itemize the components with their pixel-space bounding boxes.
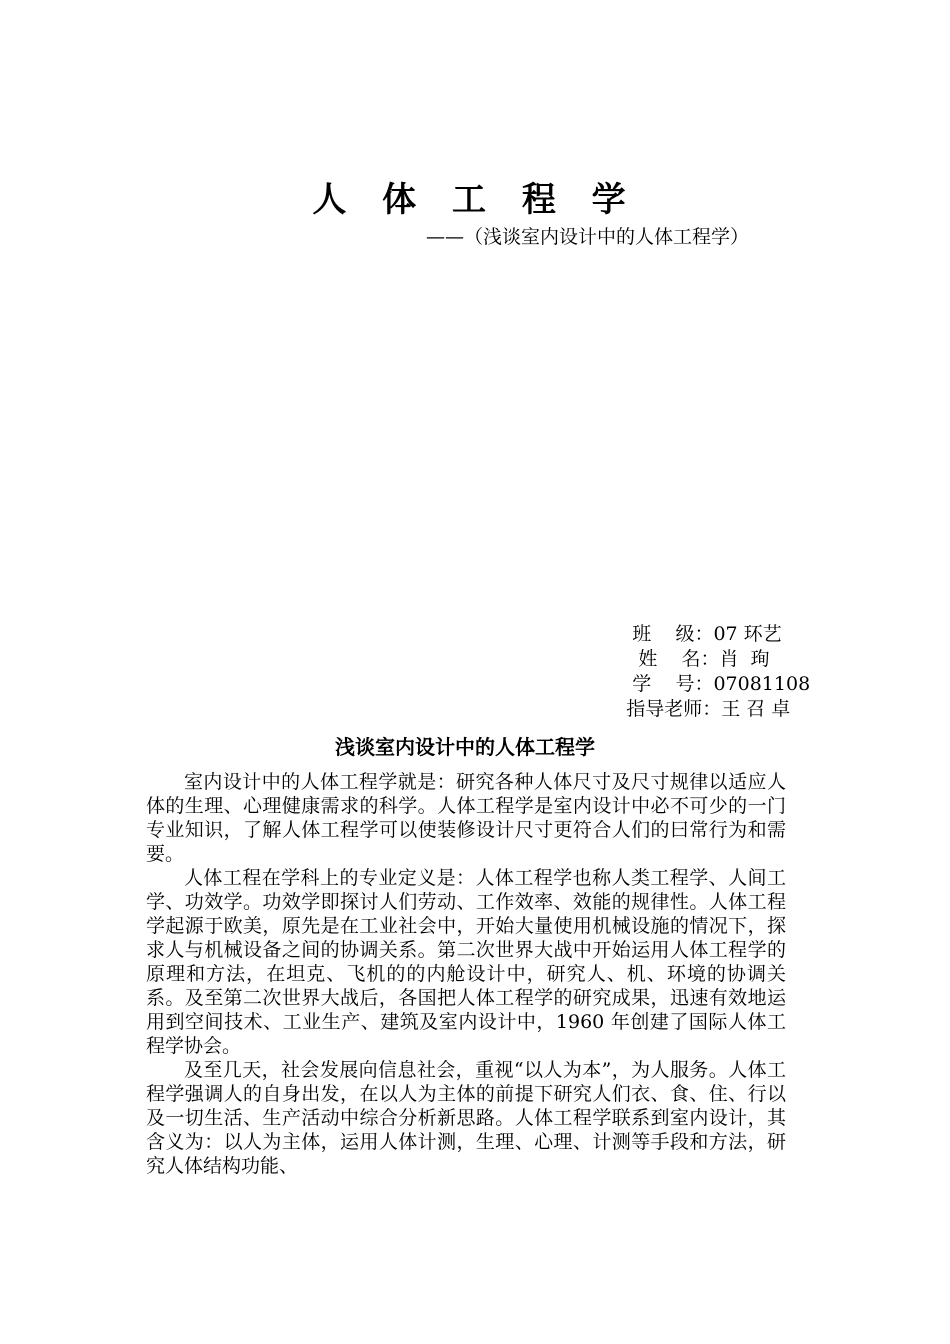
student-info-block (590, 597, 811, 720)
paragraph: 人体工程在学科上的专业定义是：人体工程学也称人类工程学、人间工学、功效学。功效学即探讨人们劳动、工作效率、效能的规律性。人体工程学起源于欧美，原先是在工业社会中，开始大量使用机械设施的情况下，探求人与机械设备之间的协调关系。第二次世界大战中开始运用人体工程学的原理和方法，在坦克、飞机的的内舱设计中，研究人、机、环境的协调关系。及至第二次世界大战后，各国把人体工程学的研究成果，迅速有效地运用到空间技术、工业生产、建筑及室内设计中，1960 年创建了国际人体工程学协会。 (146, 867, 786, 1057)
paragraph: 及至几天，社会发展向信息社会，重视“以人为本”，为人服务。人体工程学强调人的自身出发，在以人为主体的前提下研究人们衣、食、住、行以及一切生活、生产活动中综合分析新思路。人体工程学联系到室内设计，其含义为：以人为主体，运用人体计测，生理、心理、计测等手段和方法，研究人体结构功能、 (146, 1059, 786, 1177)
info-row-class (590, 597, 800, 645)
document-subtitle: ——（浅谈室内设计中的人体工程学） (426, 226, 750, 248)
body-text (146, 770, 786, 1178)
document-title: 人 体 工 程 学 (312, 180, 638, 220)
info-label: 班 级： (626, 623, 714, 645)
info-label: 指导老师： (626, 698, 722, 720)
info-value: 肖 珣 (719, 648, 770, 670)
paragraph: 室内设计中的人体工程学就是：研究各种人体尺寸及尺寸规律以适应人体的生理、心理健康需求的科学。人体工程学是室内设计中必不可少的一门专业知识，了解人体工程学可以使装修设计尺寸更符合人们的曰常行为和需要。 (146, 771, 786, 865)
info-value: 王 召 卓 (721, 698, 791, 720)
info-value: 07 环艺 (713, 623, 782, 645)
info-label: 学 号： (626, 673, 714, 695)
info-label: 姓 名： (626, 648, 720, 670)
section-title: 浅谈室内设计中的人体工程学 (335, 735, 595, 759)
info-value: 07081108 (713, 673, 811, 695)
